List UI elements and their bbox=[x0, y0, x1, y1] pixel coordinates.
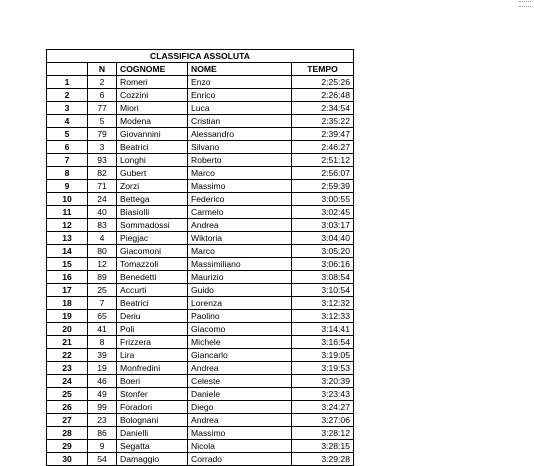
cell-surname: Gubert bbox=[117, 167, 188, 180]
cell-bib-number: 19 bbox=[88, 362, 117, 375]
cell-name: Maurizio bbox=[188, 271, 292, 284]
cell-time: 3:23:43 bbox=[292, 388, 354, 401]
cell-name: Carmelo bbox=[188, 206, 292, 219]
cell-bib-number: 12 bbox=[88, 258, 117, 271]
cell-time: 3:24:27 bbox=[292, 401, 354, 414]
cell-bib-number: 93 bbox=[88, 154, 117, 167]
cell-time: 2:46:27 bbox=[292, 141, 354, 154]
table-row bbox=[47, 167, 354, 180]
cell-surname: Benedetti bbox=[117, 271, 188, 284]
table-row bbox=[47, 89, 354, 102]
cell-bib-number: 41 bbox=[88, 323, 117, 336]
cell-time: 2:35:22 bbox=[292, 115, 354, 128]
cell-surname: Bettega bbox=[117, 193, 188, 206]
table-row bbox=[47, 284, 354, 297]
table-row bbox=[47, 245, 354, 258]
cell-time: 2:59:39 bbox=[292, 180, 354, 193]
header-pos bbox=[47, 63, 88, 76]
cell-bib-number: 9 bbox=[88, 440, 117, 453]
cell-surname: Danielli bbox=[117, 427, 188, 440]
cell-position: 17 bbox=[47, 284, 88, 297]
cell-surname: Deriu bbox=[117, 310, 188, 323]
cell-name: Paolino bbox=[188, 310, 292, 323]
cell-name: Andrea bbox=[188, 219, 292, 232]
cell-bib-number: 24 bbox=[88, 193, 117, 206]
table-row bbox=[47, 271, 354, 284]
cell-bib-number: 39 bbox=[88, 349, 117, 362]
cell-time: 3:06:16 bbox=[292, 258, 354, 271]
cell-name: Cristian bbox=[188, 115, 292, 128]
header-tempo: TEMPO bbox=[292, 63, 354, 76]
cell-surname: Tomazzoli bbox=[117, 258, 188, 271]
cell-surname: Piegjac bbox=[117, 232, 188, 245]
table-row bbox=[47, 219, 354, 232]
cell-bib-number: 46 bbox=[88, 375, 117, 388]
cell-position: 6 bbox=[47, 141, 88, 154]
cell-surname: Beatrici bbox=[117, 297, 188, 310]
cell-name: Massimiliano bbox=[188, 258, 292, 271]
table-row bbox=[47, 115, 354, 128]
cell-name: Andrea bbox=[188, 414, 292, 427]
cell-time: 3:02:45 bbox=[292, 206, 354, 219]
cell-bib-number: 3 bbox=[88, 141, 117, 154]
cell-name: Massimo bbox=[188, 427, 292, 440]
cell-surname: Longhi bbox=[117, 154, 188, 167]
cell-name: Nicola bbox=[188, 440, 292, 453]
table-row bbox=[47, 102, 354, 115]
cell-position: 2 bbox=[47, 89, 88, 102]
cell-surname: Segatta bbox=[117, 440, 188, 453]
cell-time: 3:08:54 bbox=[292, 271, 354, 284]
cell-surname: Boeri bbox=[117, 375, 188, 388]
cell-surname: Miori bbox=[117, 102, 188, 115]
cell-surname: Foradori bbox=[117, 401, 188, 414]
cell-name: Alessandro bbox=[188, 128, 292, 141]
cell-name: Diego bbox=[188, 401, 292, 414]
cell-time: 2:39:47 bbox=[292, 128, 354, 141]
cell-name: Lorenza bbox=[188, 297, 292, 310]
cell-surname: Poli bbox=[117, 323, 188, 336]
table-title: CLASSIFICA ASSOLUTA bbox=[47, 50, 354, 63]
cell-bib-number: 8 bbox=[88, 336, 117, 349]
cell-bib-number: 6 bbox=[88, 89, 117, 102]
ranking-table bbox=[46, 49, 354, 466]
cell-name: Daniele bbox=[188, 388, 292, 401]
cell-name: Enrico bbox=[188, 89, 292, 102]
header-cognome: COGNOME bbox=[117, 63, 188, 76]
cell-position: 24 bbox=[47, 375, 88, 388]
table-row bbox=[47, 180, 354, 193]
cell-time: 3:19:53 bbox=[292, 362, 354, 375]
cell-time: 2:25:26 bbox=[292, 76, 354, 89]
cell-position: 20 bbox=[47, 323, 88, 336]
cell-bib-number: 82 bbox=[88, 167, 117, 180]
cell-surname: Monfredini bbox=[117, 362, 188, 375]
cell-time: 3:03:17 bbox=[292, 219, 354, 232]
cell-name: Giacomo bbox=[188, 323, 292, 336]
cell-position: 18 bbox=[47, 297, 88, 310]
cell-position: 11 bbox=[47, 206, 88, 219]
cell-surname: Modena bbox=[117, 115, 188, 128]
cell-position: 23 bbox=[47, 362, 88, 375]
cell-bib-number: 86 bbox=[88, 427, 117, 440]
cell-position: 27 bbox=[47, 414, 88, 427]
cell-name: Giancarlo bbox=[188, 349, 292, 362]
table-row bbox=[47, 232, 354, 245]
table-row bbox=[47, 388, 354, 401]
cell-time: 3:20:39 bbox=[292, 375, 354, 388]
cell-bib-number: 77 bbox=[88, 102, 117, 115]
table-row bbox=[47, 427, 354, 440]
cell-name: Enzo bbox=[188, 76, 292, 89]
cell-name: Corrado bbox=[188, 453, 292, 466]
cell-time: 3:28:12 bbox=[292, 427, 354, 440]
cell-position: 21 bbox=[47, 336, 88, 349]
cell-name: Guido bbox=[188, 284, 292, 297]
cell-time: 3:12:33 bbox=[292, 310, 354, 323]
cell-position: 13 bbox=[47, 232, 88, 245]
header-nome: NOME bbox=[188, 63, 292, 76]
cell-position: 25 bbox=[47, 388, 88, 401]
table-row bbox=[47, 440, 354, 453]
cell-name: Federico bbox=[188, 193, 292, 206]
cell-position: 10 bbox=[47, 193, 88, 206]
table-row bbox=[47, 336, 354, 349]
cell-name: Celeste bbox=[188, 375, 292, 388]
cell-position: 1 bbox=[47, 76, 88, 89]
cell-time: 2:51:12 bbox=[292, 154, 354, 167]
cell-bib-number: 23 bbox=[88, 414, 117, 427]
table-row bbox=[47, 414, 354, 427]
cell-position: 12 bbox=[47, 219, 88, 232]
header-row bbox=[47, 63, 354, 76]
page-corner-mark bbox=[519, 1, 531, 7]
cell-time: 2:56:07 bbox=[292, 167, 354, 180]
cell-bib-number: 65 bbox=[88, 310, 117, 323]
table-row bbox=[47, 206, 354, 219]
cell-time: 3:16:54 bbox=[292, 336, 354, 349]
cell-position: 19 bbox=[47, 310, 88, 323]
cell-surname: Bolognani bbox=[117, 414, 188, 427]
cell-bib-number: 80 bbox=[88, 245, 117, 258]
cell-time: 3:27:06 bbox=[292, 414, 354, 427]
cell-time: 3:00:55 bbox=[292, 193, 354, 206]
cell-time: 3:28:15 bbox=[292, 440, 354, 453]
cell-surname: Beatrici bbox=[117, 141, 188, 154]
cell-surname: Damaggio bbox=[117, 453, 188, 466]
table-row bbox=[47, 154, 354, 167]
table-row bbox=[47, 401, 354, 414]
cell-surname: Zorzi bbox=[117, 180, 188, 193]
table-row bbox=[47, 258, 354, 271]
cell-surname: Frizzera bbox=[117, 336, 188, 349]
cell-position: 7 bbox=[47, 154, 88, 167]
cell-time: 3:10:54 bbox=[292, 284, 354, 297]
cell-position: 4 bbox=[47, 115, 88, 128]
cell-surname: Giacomoni bbox=[117, 245, 188, 258]
cell-bib-number: 79 bbox=[88, 128, 117, 141]
cell-name: Silvano bbox=[188, 141, 292, 154]
cell-bib-number: 7 bbox=[88, 297, 117, 310]
cell-position: 28 bbox=[47, 427, 88, 440]
cell-bib-number: 71 bbox=[88, 180, 117, 193]
cell-bib-number: 89 bbox=[88, 271, 117, 284]
cell-time: 2:26:48 bbox=[292, 89, 354, 102]
table-row bbox=[47, 76, 354, 89]
cell-name: Andrea bbox=[188, 362, 292, 375]
cell-bib-number: 25 bbox=[88, 284, 117, 297]
cell-position: 3 bbox=[47, 102, 88, 115]
table-row bbox=[47, 349, 354, 362]
cell-bib-number: 99 bbox=[88, 401, 117, 414]
cell-name: Massimo bbox=[188, 180, 292, 193]
cell-surname: Cozzini bbox=[117, 89, 188, 102]
cell-name: Luca bbox=[188, 102, 292, 115]
table-row bbox=[47, 141, 354, 154]
cell-time: 3:05:20 bbox=[292, 245, 354, 258]
cell-bib-number: 54 bbox=[88, 453, 117, 466]
cell-time: 3:29:28 bbox=[292, 453, 354, 466]
cell-name: Michele bbox=[188, 336, 292, 349]
cell-surname: Giovannini bbox=[117, 128, 188, 141]
cell-time: 2:34:54 bbox=[292, 102, 354, 115]
cell-bib-number: 4 bbox=[88, 232, 117, 245]
cell-surname: Accurti bbox=[117, 284, 188, 297]
cell-position: 15 bbox=[47, 258, 88, 271]
cell-time: 3:19:05 bbox=[292, 349, 354, 362]
cell-time: 3:04:40 bbox=[292, 232, 354, 245]
cell-time: 3:14:41 bbox=[292, 323, 354, 336]
cell-position: 5 bbox=[47, 128, 88, 141]
cell-name: Wiktoria bbox=[188, 232, 292, 245]
table-row bbox=[47, 375, 354, 388]
cell-name: Marco bbox=[188, 167, 292, 180]
cell-surname: Romeri bbox=[117, 76, 188, 89]
table-row bbox=[47, 453, 354, 466]
cell-name: Roberto bbox=[188, 154, 292, 167]
cell-surname: Sommadossi bbox=[117, 219, 188, 232]
cell-position: 16 bbox=[47, 271, 88, 284]
cell-position: 9 bbox=[47, 180, 88, 193]
table-row bbox=[47, 128, 354, 141]
cell-surname: Lira bbox=[117, 349, 188, 362]
cell-position: 30 bbox=[47, 453, 88, 466]
table-row bbox=[47, 323, 354, 336]
cell-time: 3:12:32 bbox=[292, 297, 354, 310]
cell-surname: Stonfer bbox=[117, 388, 188, 401]
cell-name: Marco bbox=[188, 245, 292, 258]
cell-bib-number: 40 bbox=[88, 206, 117, 219]
table-row bbox=[47, 310, 354, 323]
table-row bbox=[47, 193, 354, 206]
cell-bib-number: 5 bbox=[88, 115, 117, 128]
cell-position: 26 bbox=[47, 401, 88, 414]
cell-surname: Biasiolli bbox=[117, 206, 188, 219]
table-row bbox=[47, 362, 354, 375]
header-n: N bbox=[88, 63, 117, 76]
cell-position: 22 bbox=[47, 349, 88, 362]
cell-position: 29 bbox=[47, 440, 88, 453]
cell-position: 8 bbox=[47, 167, 88, 180]
cell-position: 14 bbox=[47, 245, 88, 258]
cell-bib-number: 2 bbox=[88, 76, 117, 89]
table-row bbox=[47, 297, 354, 310]
cell-bib-number: 49 bbox=[88, 388, 117, 401]
cell-bib-number: 83 bbox=[88, 219, 117, 232]
